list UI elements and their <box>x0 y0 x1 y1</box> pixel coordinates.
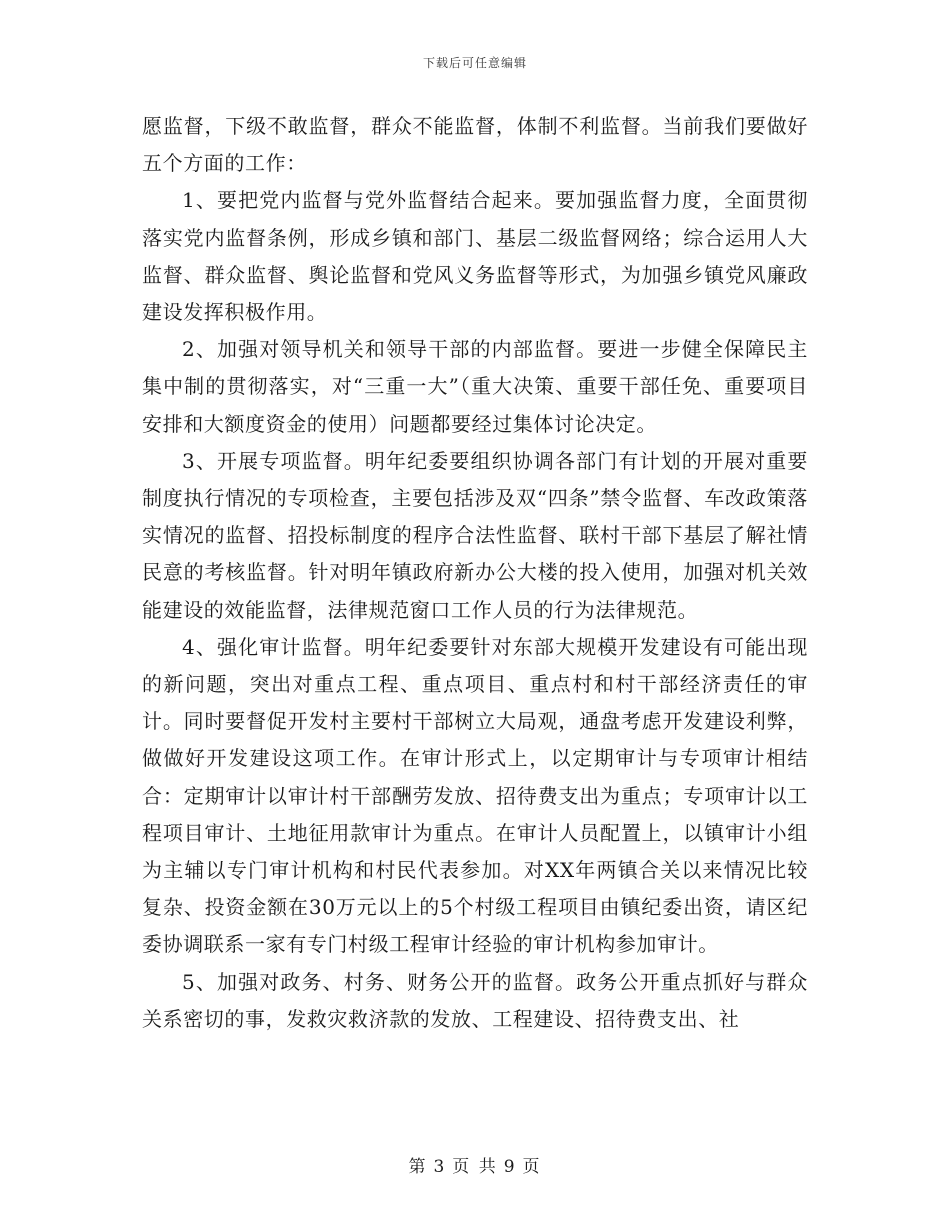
paragraph-item-3: 3、开展专项监督。明年纪委要组织协调各部门有计划的开展对重要制度执行情况的专项检查，主要包括涉及双“四条”禁令监督、车改政策落实情况的监督、招投标制度的程序合法性监督、联村干部下基层了解社情民意的考核监督。针对明年镇政府新办公大楼的投入使用，加强对机关效能建设的效能监督，法律规范窗口工作人员的行为法律规范。 <box>142 448 808 622</box>
total-page-count: 9 <box>503 1157 517 1177</box>
page-footer <box>0 1152 950 1177</box>
paragraph-item-4: 4、强化审计监督。明年纪委要针对东部大规模开发建设有可能出现的新问题，突出对重点工程、重点项目、重点村和村干部经济责任的审计。同时要督促开发村主要村干部树立大局观，通盘考虑开发建设利弊，做做好开发建设这项工作。在审计形式上，以定期审计与专项审计相结合：定期审计以审计村干部酬劳发放、招待费支出为重点；专项审计以工程项目审计、土地征用款审计为重点。在审计人员配置上，以镇审计小组为主辅以专门审计机构和村民代表参加。对XX年两镇合关以来情况比较复杂、投资金额在30万元以上的5个村级工程项目由镇纪委出资，请区纪委协调联系一家有专门村级工程审计经验的审计机构参加审计。 <box>142 634 808 957</box>
footer-suffix: 页 <box>522 1157 542 1177</box>
paragraph-item-5: 5、加强对政务、村务、财务公开的监督。政务公开重点抓好与群众关系密切的事，发救灾救济款的发放、工程建设、招待费支出、社 <box>142 969 808 1031</box>
paragraph-continuation: 愿监督，下级不敢监督，群众不能监督，体制不利监督。当前我们要做好五个方面的工作： <box>142 114 808 176</box>
footer-prefix: 第 <box>408 1157 428 1177</box>
paragraph-item-2: 2、加强对领导机关和领导干部的内部监督。要进一步健全保障民主集中制的贯彻落实，对“三重一大”（重大决策、重要干部任免、重要项目安排和大额度资金的使用）问题都要经过集体讨论决定。 <box>142 337 808 436</box>
footer-middle: 页 共 <box>452 1157 498 1177</box>
paragraph-item-1: 1、要把党内监督与党外监督结合起来。要加强监督力度，全面贯彻落实党内监督条例，形成乡镇和部门、基层二级监督网络；综合运用人大监督、群众监督、舆论监督和党风义务监督等形式，为加强乡镇党风廉政建设发挥积极作用。 <box>142 188 808 325</box>
document-body <box>142 108 808 1038</box>
page-header: 下载后可任意编辑 <box>422 56 527 70</box>
current-page-number: 3 <box>433 1157 447 1177</box>
